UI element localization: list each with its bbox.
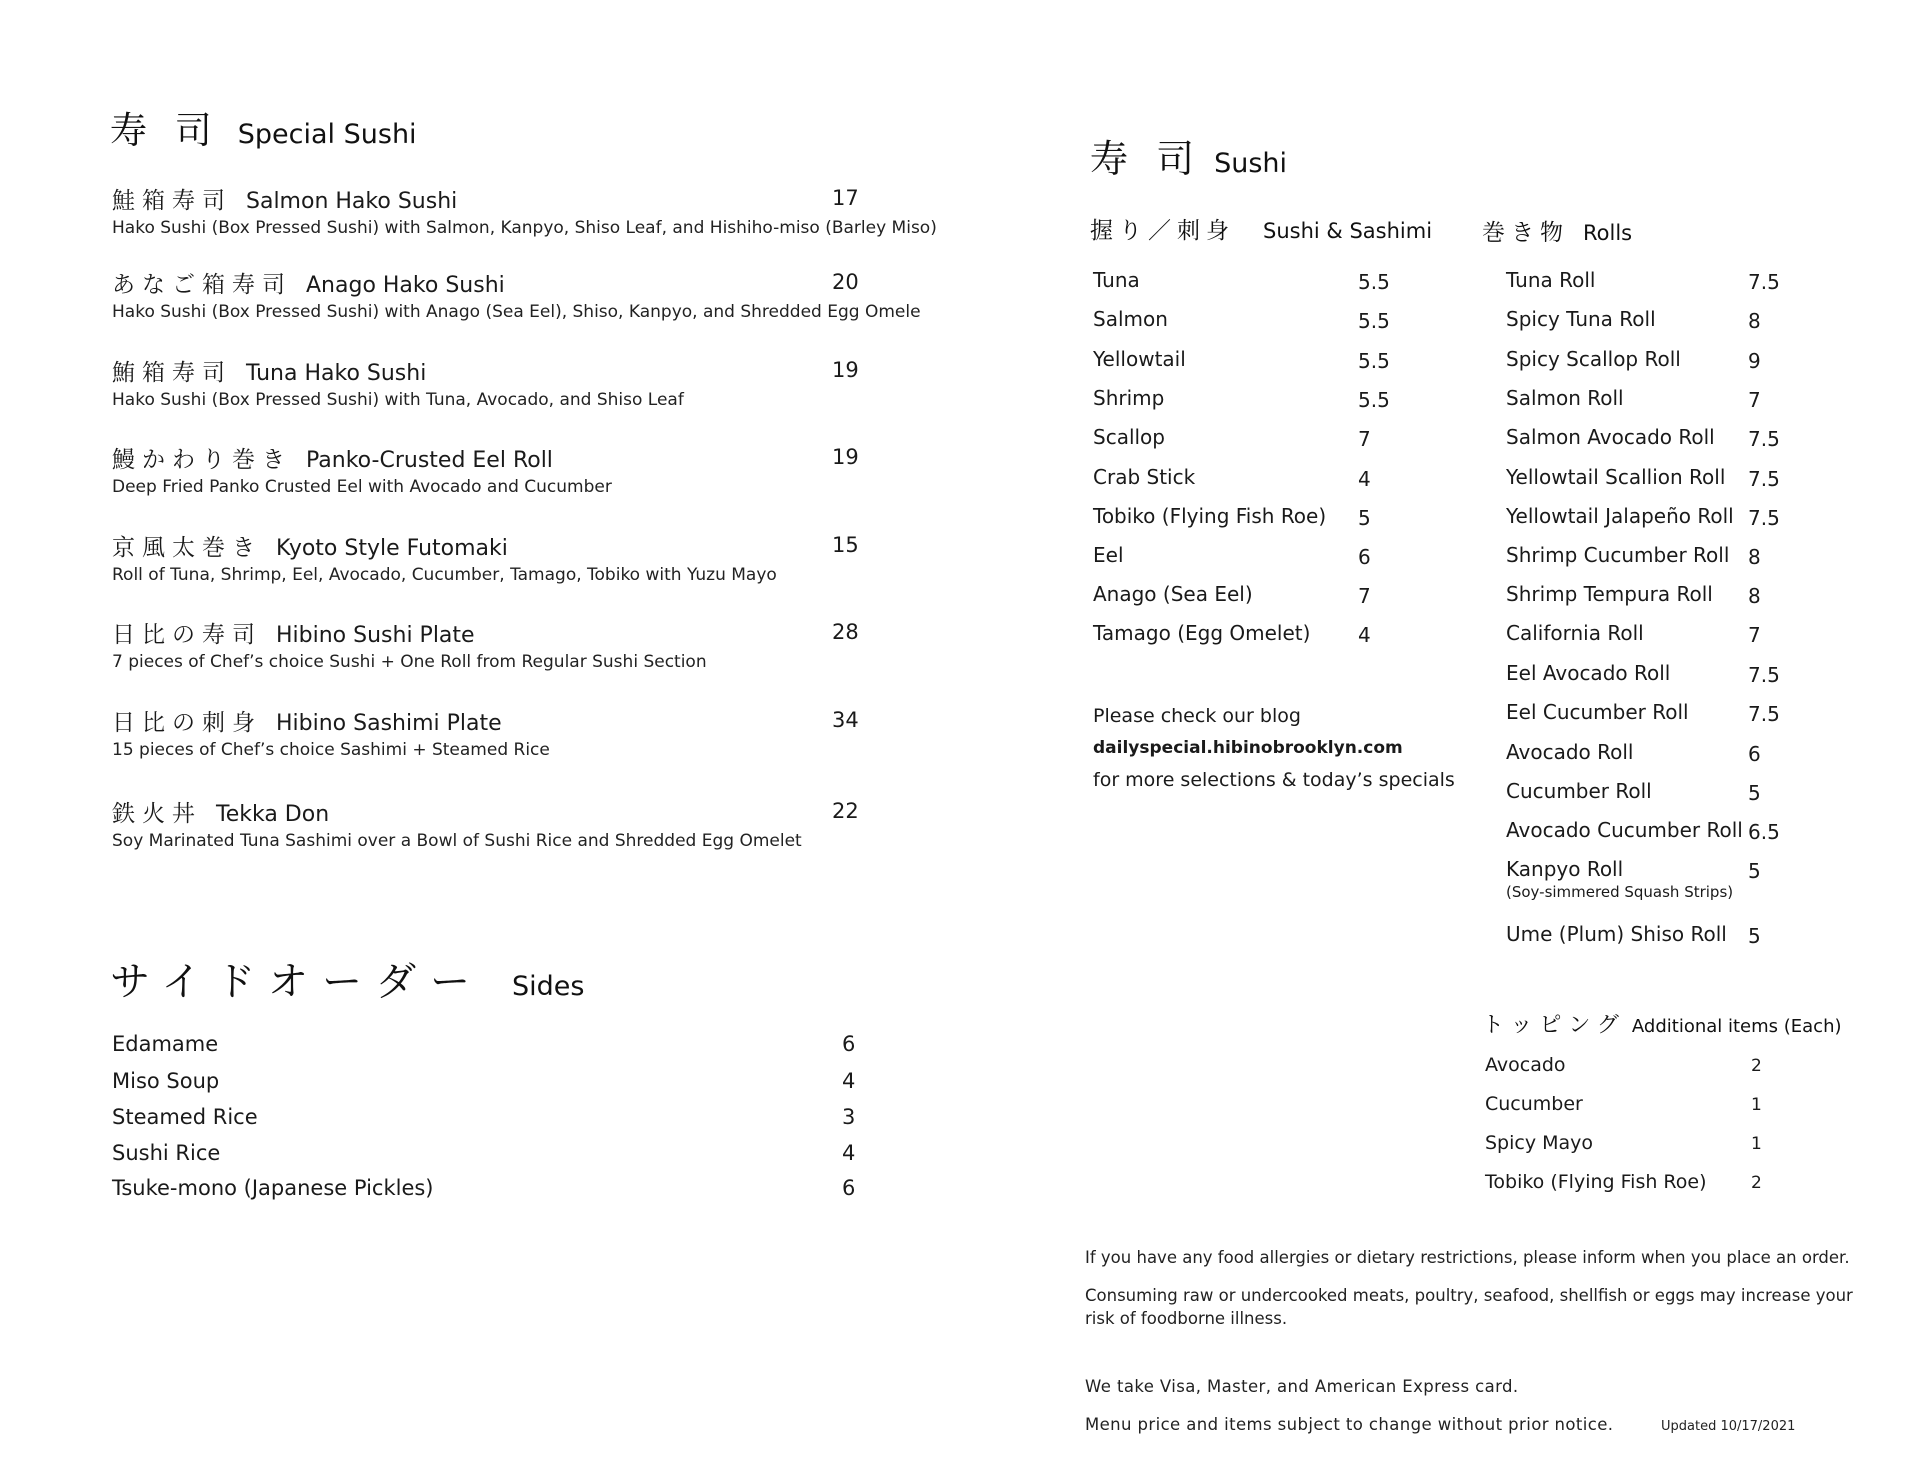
item-price: 4: [842, 1141, 856, 1165]
item-name: California Roll: [1506, 621, 1644, 645]
roll-item: [1506, 700, 1806, 724]
item-name: Eel Avocado Roll: [1506, 661, 1671, 685]
item-price: 5.5: [1358, 349, 1390, 373]
special-item: [112, 441, 872, 497]
toppings-heading: [1482, 1008, 1842, 1039]
item-name: Avocado Roll: [1506, 740, 1634, 764]
item-price: 5.5: [1358, 270, 1390, 294]
item-name: Salmon Avocado Roll: [1506, 425, 1715, 449]
special-item: [112, 266, 921, 322]
item-price: 7: [1748, 623, 1761, 647]
item-price: 6: [842, 1032, 856, 1056]
item-name: Kyoto Style Futomaki: [276, 536, 508, 561]
roll-item: [1506, 504, 1806, 528]
item-price: 5.5: [1358, 388, 1390, 412]
item-price: 5: [1748, 924, 1761, 948]
item-description: Hako Sushi (Box Pressed Sushi) with Anago (Sea Eel), Shiso, Kanpyo, and Shredded Egg Omele: [112, 302, 921, 322]
updated-date: Updated 10/17/2021: [1661, 1419, 1796, 1434]
topping-item: [1485, 1132, 1785, 1160]
item-price: 7.5: [1748, 427, 1780, 451]
item-name: Shrimp Cucumber Roll: [1506, 543, 1730, 567]
sushi-item: [1093, 268, 1393, 298]
blog-link[interactable]: dailyspecial.hibinobrooklyn.com: [1093, 738, 1403, 758]
item-note: (Soy-simmered Squash Strips): [1506, 883, 1734, 901]
roll-item: [1506, 347, 1806, 371]
item-price: 19: [832, 445, 859, 469]
item-description: 7 pieces of Chef’s choice Sushi + One Roll from Regular Sushi Section: [112, 652, 707, 672]
item-price: 7.5: [1748, 702, 1780, 726]
item-name: Tobiko (Flying Fish Roe): [1093, 504, 1327, 528]
item-price: 1: [1751, 1134, 1762, 1154]
sushi-heading: [1090, 128, 1287, 183]
item-name: Salmon Hako Sushi: [246, 189, 458, 214]
rolls-title: Rolls: [1583, 221, 1633, 245]
item-price: 19: [832, 358, 859, 382]
roll-item: [1506, 857, 1806, 901]
item-price: 6: [842, 1176, 856, 1200]
blog-note: [1093, 700, 1455, 796]
sushi-item: [1093, 504, 1393, 534]
item-price: 3: [842, 1105, 856, 1129]
item-price: 2: [1751, 1056, 1762, 1076]
roll-item: [1506, 386, 1806, 410]
item-price: 5: [1748, 781, 1761, 805]
item-name: Spicy Mayo: [1485, 1132, 1594, 1154]
special-item: [112, 616, 872, 672]
item-name: Ume (Plum) Shiso Roll: [1506, 922, 1727, 946]
special-item: [112, 354, 872, 410]
toppings-title: Additional items (Each): [1631, 1016, 1842, 1037]
sushi-item: [1093, 582, 1393, 612]
item-name: Sushi Rice: [112, 1141, 221, 1165]
roll-item: [1506, 621, 1806, 645]
side-item: [112, 1032, 856, 1062]
blog-note-line: Please check our blog: [1093, 705, 1301, 727]
item-name: Crab Stick: [1093, 465, 1196, 489]
roll-item: [1506, 740, 1806, 764]
item-description: Soy Marinated Tuna Sashimi over a Bowl of Sushi Rice and Shredded Egg Omelet: [112, 831, 802, 851]
sushi-item: [1093, 543, 1393, 573]
item-price: 5.5: [1358, 309, 1390, 333]
topping-item: [1485, 1054, 1785, 1082]
item-price: 4: [1358, 623, 1371, 647]
side-item: [112, 1176, 856, 1206]
item-name: Tuna: [1093, 268, 1140, 292]
item-price: 5: [1748, 859, 1761, 883]
rolls-heading: [1482, 214, 1632, 247]
item-name: Spicy Tuna Roll: [1506, 307, 1656, 331]
item-price: 1: [1751, 1095, 1762, 1115]
item-name: Avocado: [1485, 1054, 1566, 1076]
item-name: Avocado Cucumber Roll: [1506, 818, 1743, 842]
item-name: Tuna Roll: [1506, 268, 1596, 292]
roll-item: [1506, 582, 1806, 606]
roll-item: [1506, 818, 1806, 842]
item-name: Panko-Crusted Eel Roll: [306, 448, 553, 473]
item-name-jp: 京風太巻き: [112, 535, 262, 561]
item-name-jp: 日比の寿司: [112, 622, 262, 648]
item-price: 7.5: [1748, 467, 1780, 491]
item-price: 7.5: [1748, 663, 1780, 687]
item-description: Hako Sushi (Box Pressed Sushi) with Salmon, Kanpyo, Shiso Leaf, and Hishiho-miso (Barley Miso): [112, 218, 937, 238]
item-name: Cucumber: [1485, 1093, 1583, 1115]
item-name-jp: 鮭箱寿司: [112, 188, 232, 214]
item-price: 28: [832, 620, 859, 644]
side-item: [112, 1069, 856, 1099]
item-name-jp: 日比の刺身: [112, 710, 262, 736]
sushi-sashimi-title-jp: 握り／刺身: [1090, 218, 1235, 244]
sushi-item: [1093, 307, 1393, 337]
item-price: 5: [1358, 506, 1371, 530]
roll-item: [1506, 661, 1806, 685]
item-name: Hibino Sushi Plate: [276, 623, 475, 648]
sushi-sashimi-heading: [1090, 212, 1432, 245]
item-price: 6.5: [1748, 820, 1780, 844]
item-name: Cucumber Roll: [1506, 779, 1652, 803]
item-name: Eel Cucumber Roll: [1506, 700, 1689, 724]
rolls-title-jp: 巻き物: [1482, 220, 1569, 246]
special-item: [112, 795, 872, 851]
item-name: Tekka Don: [216, 802, 330, 827]
item-name: Tsuke-mono (Japanese Pickles): [112, 1176, 434, 1200]
special-item: [112, 529, 872, 585]
raw-food-warning: Consuming raw or undercooked meats, poultry, seafood, shellfish or eggs may increase your: [1085, 1286, 1853, 1305]
item-name: Salmon: [1093, 307, 1168, 331]
item-name: Anago Hako Sushi: [306, 273, 505, 298]
item-price: 8: [1748, 309, 1761, 333]
item-name-jp: 鮪箱寿司: [112, 360, 232, 386]
roll-item: [1506, 307, 1806, 331]
item-name-jp: 鰻かわり巻き: [112, 447, 292, 473]
raw-food-warning-cont: risk of foodborne illness.: [1085, 1309, 1288, 1328]
item-name: Shrimp: [1093, 386, 1165, 410]
item-description: 15 pieces of Chef’s choice Sashimi + Steamed Rice: [112, 740, 550, 760]
item-name: Anago (Sea Eel): [1093, 582, 1253, 606]
item-name-jp: 鉄火丼: [112, 801, 202, 827]
payment-note: We take Visa, Master, and American Express card.: [1085, 1377, 1519, 1396]
roll-item: [1506, 425, 1806, 449]
item-name: Shrimp Tempura Roll: [1506, 582, 1713, 606]
item-description: Roll of Tuna, Shrimp, Eel, Avocado, Cucumber, Tamago, Tobiko with Yuzu Mayo: [112, 565, 777, 585]
sushi-item: [1093, 621, 1393, 651]
item-price: 7: [1358, 427, 1371, 451]
sushi-title: Sushi: [1214, 148, 1288, 179]
roll-item: [1506, 465, 1806, 489]
item-name: Tuna Hako Sushi: [246, 361, 427, 386]
sushi-sashimi-title: Sushi & Sashimi: [1263, 219, 1433, 243]
item-price: 8: [1748, 545, 1761, 569]
sides-title-jp: サイドオーダー: [110, 959, 484, 1005]
special-item: [112, 182, 937, 238]
special-sushi-title: Special Sushi: [237, 119, 417, 150]
item-price: 4: [842, 1069, 856, 1093]
item-name-jp: あなご箱寿司: [112, 272, 292, 298]
item-description: Deep Fried Panko Crusted Eel with Avocado and Cucumber: [112, 477, 612, 497]
sides-title: Sides: [512, 971, 585, 1002]
item-name: Edamame: [112, 1032, 219, 1056]
roll-item: [1506, 543, 1806, 567]
item-price: 7: [1358, 584, 1371, 608]
price-change-note: Menu price and items subject to change without prior notice.: [1085, 1415, 1614, 1434]
special-sushi-title-jp: 寿 司: [110, 109, 220, 152]
roll-item: [1506, 922, 1806, 946]
item-price: 6: [1358, 545, 1371, 569]
roll-item: [1506, 268, 1806, 292]
item-name: Spicy Scallop Roll: [1506, 347, 1681, 371]
item-price: 7.5: [1748, 270, 1780, 294]
item-price: 22: [832, 799, 859, 823]
item-name: Scallop: [1093, 425, 1165, 449]
item-name: Steamed Rice: [112, 1105, 258, 1129]
topping-item: [1485, 1093, 1785, 1121]
item-name: Yellowtail Jalapeño Roll: [1506, 504, 1734, 528]
sushi-item: [1093, 347, 1393, 377]
sushi-title-jp: 寿 司: [1090, 137, 1203, 181]
sushi-item: [1093, 465, 1393, 495]
item-name: Kanpyo Roll: [1506, 857, 1624, 881]
item-price: 17: [832, 186, 859, 210]
item-price: 20: [832, 270, 859, 294]
item-name: Miso Soup: [112, 1069, 220, 1093]
item-name: Eel: [1093, 543, 1124, 567]
item-price: 2: [1751, 1173, 1762, 1193]
toppings-title-jp: トッピング: [1482, 1013, 1626, 1038]
special-sushi-heading: [110, 100, 417, 154]
item-name: Yellowtail Scallion Roll: [1506, 465, 1726, 489]
item-price: 34: [832, 708, 859, 732]
side-item: [112, 1141, 856, 1171]
allergy-note: If you have any food allergies or dietary restrictions, please inform when you place an order.: [1085, 1248, 1850, 1267]
item-name: Salmon Roll: [1506, 386, 1624, 410]
item-price: 4: [1358, 467, 1371, 491]
sides-heading: [110, 950, 584, 1007]
topping-item: [1485, 1171, 1785, 1199]
item-price: 7: [1748, 388, 1761, 412]
item-price: 9: [1748, 349, 1761, 373]
item-name: Yellowtail: [1093, 347, 1186, 371]
item-name: Tamago (Egg Omelet): [1093, 621, 1311, 645]
item-description: Hako Sushi (Box Pressed Sushi) with Tuna, Avocado, and Shiso Leaf: [112, 390, 684, 410]
item-price: 7.5: [1748, 506, 1780, 530]
item-price: 6: [1748, 742, 1761, 766]
sushi-item: [1093, 425, 1393, 455]
item-name: Hibino Sashimi Plate: [276, 711, 502, 736]
item-price: 15: [832, 533, 859, 557]
item-price: 8: [1748, 584, 1761, 608]
special-item: [112, 704, 872, 760]
item-name: Tobiko (Flying Fish Roe): [1485, 1171, 1707, 1193]
sushi-item: [1093, 386, 1393, 416]
side-item: [112, 1105, 856, 1135]
blog-note-line: for more selections & today’s specials: [1093, 769, 1455, 791]
roll-item: [1506, 779, 1806, 803]
